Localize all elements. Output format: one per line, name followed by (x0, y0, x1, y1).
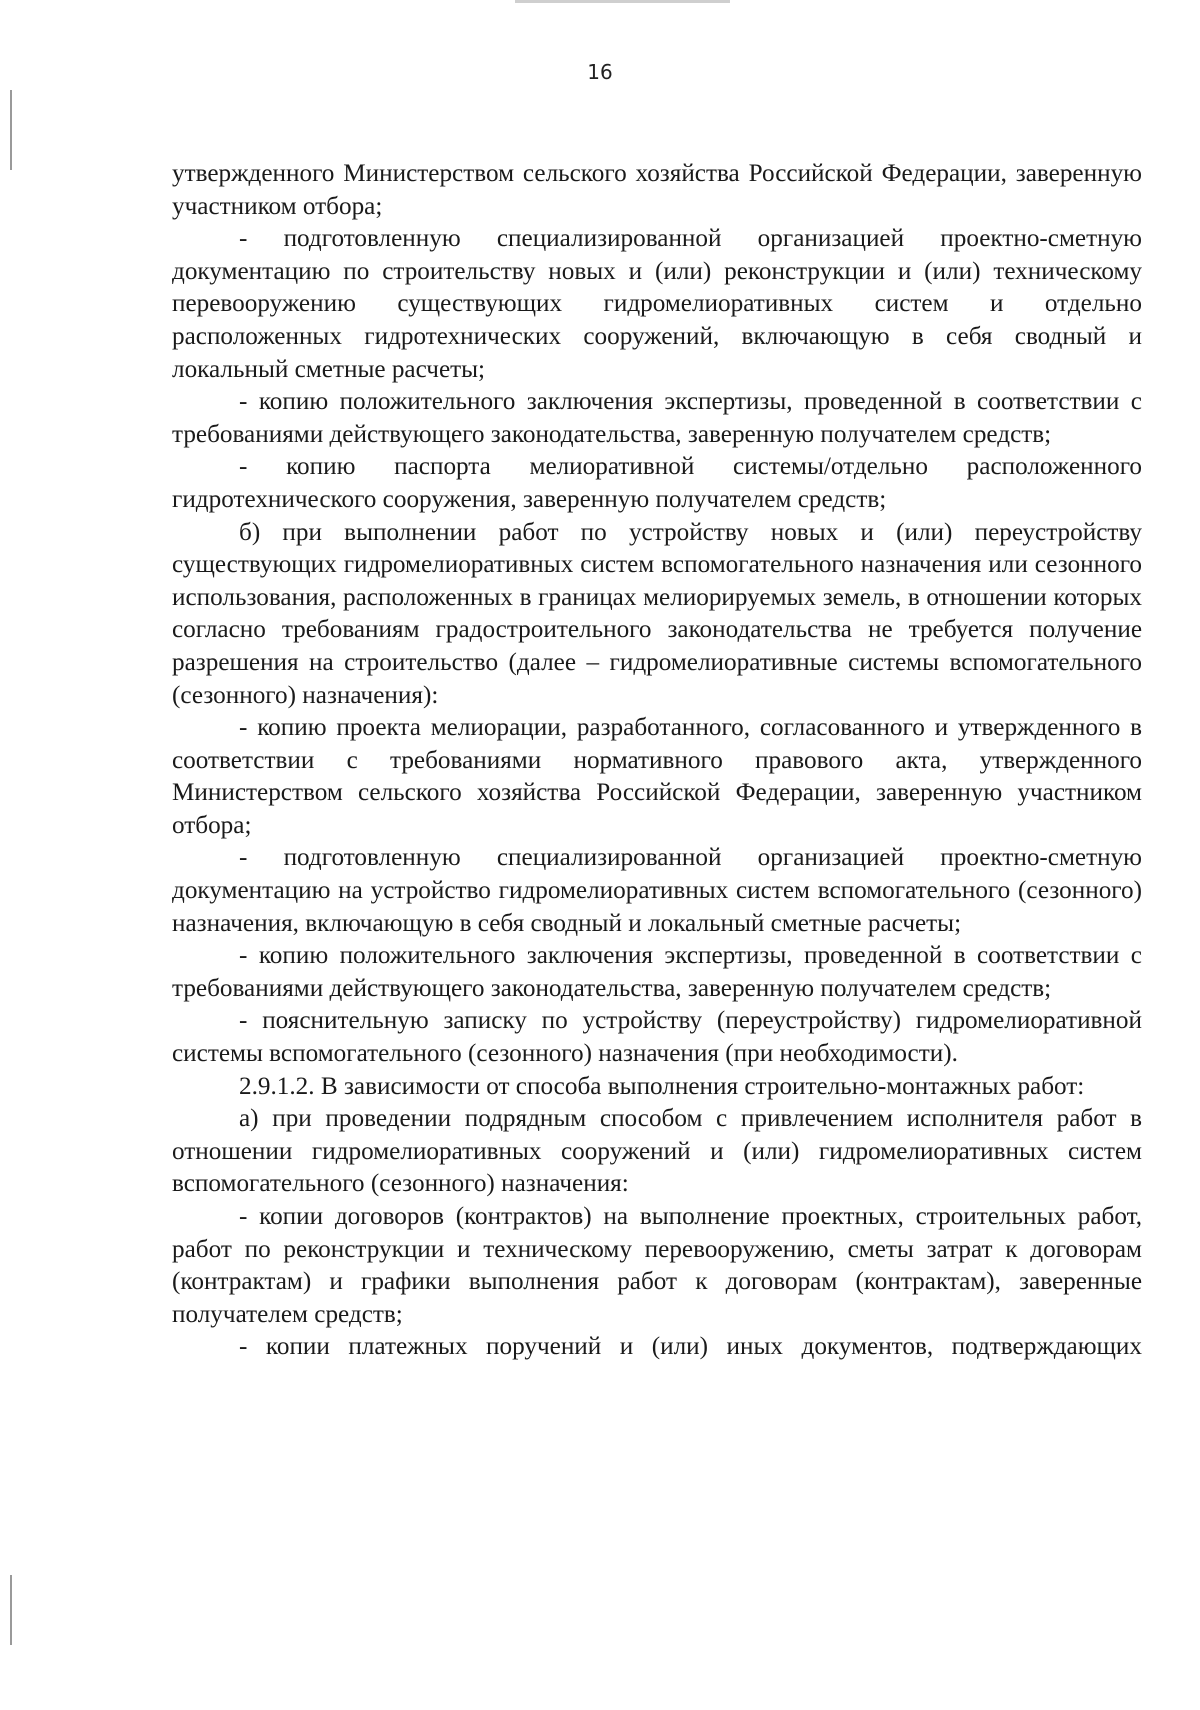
paragraph: - копию паспорта мелиоративной системы/отдельно расположенного гидротехнического сооружения, заверенную получателем средств; (172, 453, 1142, 513)
paragraph: - подготовленную специализированной организацией проектно-сметную документацию по строительству новых и (или) реконструкции и (или) техническому перевооружению существующих гидромелиоративных систем и отдельно расположенных гидротехнических сооружений, включающую в себя сводный и локальный сметные расчеты; (172, 225, 1142, 383)
paragraph: - копии платежных поручений и (или) иных документов, подтверждающих (239, 1333, 1142, 1361)
scan-artifact (515, 0, 730, 3)
paragraph: б) при выполнении работ по устройству новых и (или) переустройству существующих гидромелиоративных систем вспомогательного назначения или сезонного использования, расположенных в границах мелиорируемых земель, в отношении которых согласно требованиям градостроительного законодательства не требуется получение разрешения на строительство (далее – гидромелиоративные системы вспомогательного (сезонного) назначения): (172, 518, 1142, 709)
paragraph: а) при проведении подрядным способом с привлечением исполнителя работ в отношении гидромелиоративных сооружений и (или) гидромелиоративных систем вспомогательного (сезонного) назначения: (172, 1105, 1142, 1198)
paragraph: - подготовленную специализированной организацией проектно-сметную документацию на устройство гидромелиоративных систем вспомогательного (сезонного) назначения, включающую в себя сводный и локальный сметные расчеты; (172, 844, 1142, 937)
scan-edge-mark (10, 90, 12, 170)
paragraph: утвержденного Министерством сельского хозяйства Российской Федерации, заверенную участником отбора; (172, 160, 1142, 220)
document-body (172, 158, 1142, 1364)
paragraph: 2.9.1.2. В зависимости от способа выполнения строительно-монтажных работ: (239, 1072, 1085, 1100)
scan-edge-mark (10, 1575, 12, 1645)
paragraph: - пояснительную записку по устройству (переустройству) гидромелиоративной системы вспомогательного (сезонного) назначения (при необходимости). (172, 1007, 1142, 1068)
page-number: 16 (587, 60, 613, 84)
paragraph: - копию положительного заключения экспертизы, проведенной в соответствии с требованиями действующего законодательства, заверенную получателем средств; (172, 942, 1142, 1002)
paragraph: - копии договоров (контрактов) на выполнение проектных, строительных работ, работ по реконструкции и техническому перевооружению, сметы затрат к договорам (контрактам) и графики выполнения работ к договорам (контрактам), заверенные получателем средств; (172, 1203, 1142, 1328)
paragraph: - копию проекта мелиорации, разработанного, согласованного и утвержденного в соответствии с требованиями нормативного правового акта, утвержденного Министерством сельского хозяйства Российской Федерации, заверенную участником отбора; (172, 714, 1142, 839)
paragraph: - копию положительного заключения экспертизы, проведенной в соответствии с требованиями действующего законодательства, заверенную получателем средств; (172, 388, 1142, 448)
